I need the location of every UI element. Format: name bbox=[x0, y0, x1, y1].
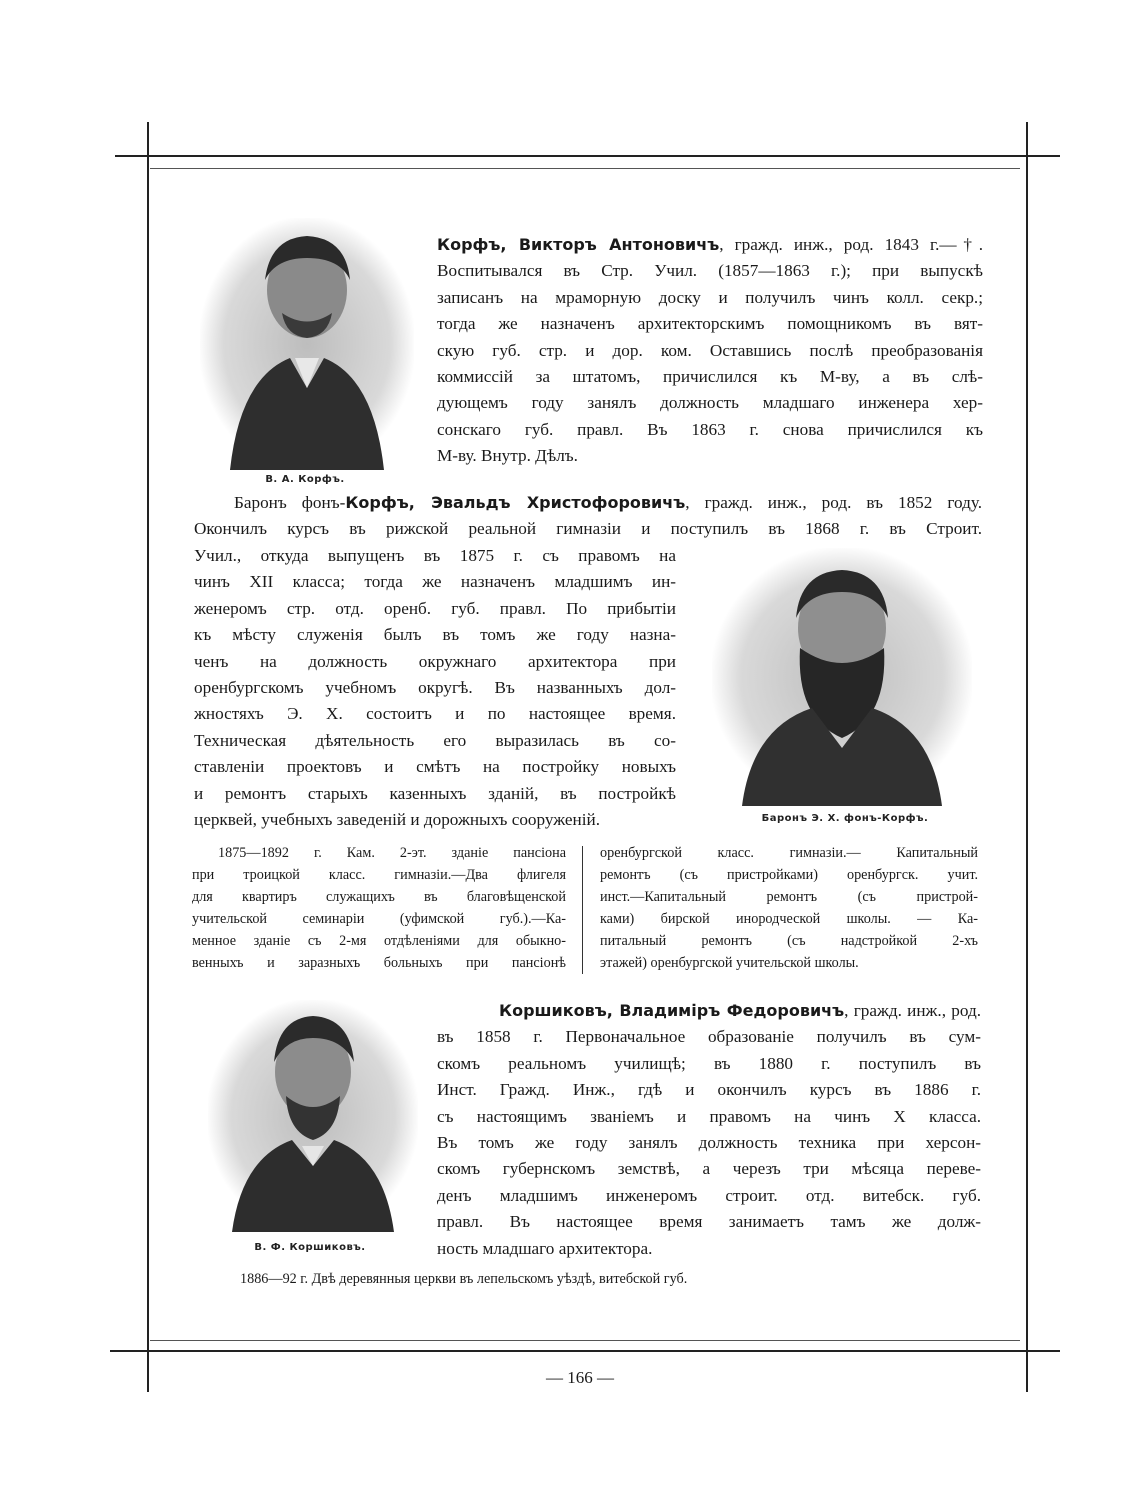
works-left-line-3: для квартиръ служащихъ въ благовѣщенской bbox=[192, 889, 566, 905]
entry-korf-ekh-line-9: жностяхъ Э. Х. состоитъ и по настоящее время. bbox=[194, 704, 676, 724]
works-column-divider bbox=[582, 846, 583, 974]
name-korf-va: Корфъ, Викторъ Антоновичъ bbox=[437, 235, 720, 254]
portrait-korf-ekh bbox=[712, 548, 972, 806]
works-left-line-2: при троицкой класс. гимназіи.—Два флигеля bbox=[192, 867, 566, 883]
portrait-korf-va bbox=[200, 218, 414, 470]
entry-korf-ekh-intro bbox=[194, 490, 982, 543]
works-right-line-3: инст.—Капитальный ремонтъ (съ пристрой- bbox=[600, 889, 978, 905]
entry-korf-va-line-7: дующемъ году занялъ должность младшаго инженера хер- bbox=[437, 393, 983, 413]
frame-right-rule bbox=[1026, 122, 1028, 1392]
frame-top-inner-rule bbox=[150, 168, 1020, 169]
entry-korshikov-line-5: съ настоящимъ званіемъ и правомъ на чинъ X класса. bbox=[437, 1106, 981, 1126]
caption-korf-va: В. А. Корфъ. bbox=[265, 474, 345, 485]
entry-korf-va-line-6: коммиссій за штатомъ, причислился къ М-ву, а въ слѣ- bbox=[437, 367, 983, 387]
entry-korf-ekh-line-4: чинъ XII класса; тогда же назначенъ младшимъ ин- bbox=[194, 572, 676, 592]
entry-korf-va-line-2: Воспитывался въ Стр. Учил. (1857—1863 г.); при выпускѣ bbox=[437, 261, 983, 281]
entry-korf-ekh-line-10: Техническая дѣятельность его выразилась въ со- bbox=[194, 730, 676, 750]
entry-korshikov-line-7: скомъ губернскомъ земствѣ, а черезъ три мѣсяца переве- bbox=[437, 1159, 981, 1179]
caption-korf-ekh: Баронъ Э. Х. фонъ-Корфъ. bbox=[761, 813, 929, 824]
name-korf-ekh: Корфъ, Эвальдъ Христофоровичъ bbox=[345, 493, 686, 512]
entry-korshikov-line-6: Въ томъ же году занялъ должность техника при херсон- bbox=[437, 1133, 981, 1153]
entry-korf-ekh-line-6: къ мѣсту служенія былъ въ томъ же году назна- bbox=[194, 625, 676, 645]
works-right-line-5: питальный ремонтъ (съ надстройкой 2-хъ bbox=[600, 933, 978, 949]
works-right-line-2: ремонтъ (съ пристройками) оренбургск. учит. bbox=[600, 867, 978, 883]
entry-korf-ekh-line-7: ченъ на должность окружнаго архитектора при bbox=[194, 651, 676, 671]
works-right-line-1: оренбургской класс. гимназіи.— Капитальный bbox=[600, 845, 978, 861]
entry-korf-va-line-4: тогда же назначенъ архитекторскимъ помощникомъ въ вят- bbox=[437, 314, 983, 334]
entry-korf-va-line-5: скую губ. стр. и дор. ком. Оставшись послѣ преобразованія bbox=[437, 340, 983, 360]
entry-korf-ekh-line-13: церквей, учебныхъ заведеній и дорожныхъ сооруженій. bbox=[194, 810, 600, 830]
works-right-line-6: этажей) оренбургской учительской школы. bbox=[600, 955, 859, 971]
entry-korf-ekh-line-11: ставленіи проектовъ и смѣтъ на постройку новыхъ bbox=[194, 757, 676, 777]
works-right-line-4: ками) бирской инородческой школы. — Ка- bbox=[600, 911, 978, 927]
entry-korf-ekh-body bbox=[194, 543, 676, 833]
entry-korshikov-line-4: Инст. Гражд. Инж., гдѣ и окончилъ курсъ въ 1886 г. bbox=[437, 1080, 981, 1100]
entry-korshikov-line-2: въ 1858 г. Первоначальное образованіе получилъ въ сум- bbox=[437, 1027, 981, 1047]
works-left-line-4: учительской семинаріи (уфимской губ.).—Ка- bbox=[192, 911, 566, 927]
entry-korf-ekh-line-5: женеромъ стр. отд. оренб. губ. правл. По прибытіи bbox=[194, 598, 676, 618]
entry-korshikov-line-10: ность младшаго архитектора. bbox=[437, 1238, 653, 1258]
works-left-line-5: менное зданіе съ 2-мя отдѣленіями для обыкно- bbox=[192, 933, 566, 949]
entry-korshikov-line-3: скомъ реальномъ училищѣ; въ 1880 г. поступилъ въ bbox=[437, 1053, 981, 1073]
portrait-korf-va-drawing bbox=[200, 218, 414, 470]
frame-bottom-inner-rule bbox=[150, 1340, 1020, 1341]
entry-korf-ekh-line-8: оренбургскомъ учебномъ округѣ. Въ названныхъ дол- bbox=[194, 678, 676, 698]
entry-korf-va bbox=[437, 232, 983, 470]
entry-korf-va-line-1: Корфъ, Викторъ Антоновичъ, гражд. инж., род. 1843 г.—†. bbox=[437, 235, 983, 254]
entry-korshikov-line-8: денъ младшимъ инженеромъ строит. отд. витебск. губ. bbox=[437, 1185, 981, 1205]
entry-korf-ekh-line-1: Баронъ фонъ-Корфъ, Эвальдъ Христофоровичъ, гражд. инж., род. въ 1852 году. bbox=[234, 493, 982, 512]
frame-left-rule bbox=[147, 122, 149, 1392]
portrait-korshikov-drawing bbox=[208, 1000, 418, 1232]
entry-korf-va-line-8: сонскаго губ. правл. Въ 1863 г. снова причислился къ bbox=[437, 419, 983, 439]
frame-bottom-rule bbox=[110, 1350, 1060, 1352]
entry-korshikov bbox=[437, 998, 981, 1262]
page-number: — 166 — bbox=[546, 1368, 614, 1387]
caption-korshikov: В. Ф. Коршиковъ. bbox=[254, 1242, 366, 1253]
works-korshikov: 1886—92 г. Двѣ деревянныя церкви въ лепельскомъ уѣздѣ, витебской губ. bbox=[240, 1271, 688, 1287]
works-korf-ekh-left bbox=[192, 842, 566, 974]
frame-top-rule bbox=[115, 155, 1060, 157]
entry-korshikov-line-9: правл. Въ настоящее время занимаетъ тамъ же долж- bbox=[437, 1212, 981, 1232]
name-korshikov: Коршиковъ, Владиміръ Федоровичъ bbox=[499, 1001, 845, 1020]
works-left-line-6: венныхъ и заразныхъ больныхъ при пансіонѣ bbox=[192, 955, 566, 971]
entry-korf-ekh-line-12: и ремонтъ старыхъ казенныхъ зданій, въ постройкѣ bbox=[194, 783, 676, 803]
entry-korshikov-line-1: Коршиковъ, Владиміръ Федоровичъ, гражд. инж., род. bbox=[499, 1001, 981, 1020]
entry-korf-ekh-line-2: Окончилъ курсъ въ рижской реальной гимназіи и поступилъ въ 1868 г. въ Строит. bbox=[194, 519, 982, 539]
entry-korf-ekh-line-3: Учил., откуда выпущенъ въ 1875 г. съ правомъ на bbox=[194, 546, 676, 565]
entry-korf-va-line-3: записанъ на мраморную доску и получилъ чинъ колл. секр.; bbox=[437, 287, 983, 307]
portrait-korshikov bbox=[208, 1000, 418, 1232]
entry-korf-va-line-9: М-ву. Внутр. Дѣлъ. bbox=[437, 446, 578, 466]
portrait-korf-ekh-drawing bbox=[712, 548, 972, 806]
works-korf-ekh-right bbox=[600, 842, 978, 974]
works-left-line-1: 1875—1892 г. Кам. 2-эт. зданіе пансіона bbox=[218, 845, 566, 861]
